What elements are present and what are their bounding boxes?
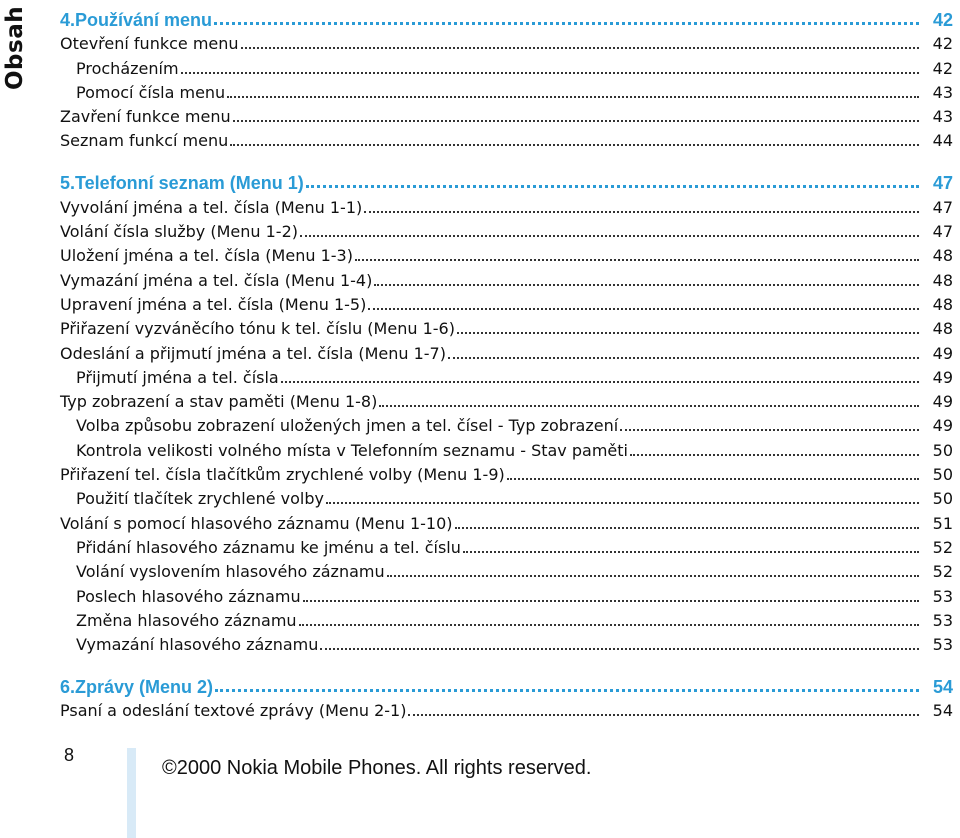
toc-entry-label: Seznam funkcí menu — [60, 131, 229, 151]
side-tab — [0, 0, 34, 838]
toc-entry-label: Poslech hlasového záznamu — [76, 586, 301, 606]
toc-dot-leader — [408, 714, 919, 716]
toc-page-number: 54 — [932, 677, 953, 698]
toc-entry[interactable] — [60, 103, 953, 127]
toc-chapter[interactable] — [60, 4, 953, 30]
toc-chapter-gap — [60, 655, 953, 671]
toc-entry[interactable] — [60, 697, 953, 721]
toc-dot-leader — [355, 259, 919, 261]
toc-subentry[interactable] — [60, 534, 953, 558]
toc-page-number: 52 — [932, 537, 953, 557]
toc-entry[interactable] — [60, 339, 953, 363]
toc-page-number: 49 — [932, 416, 953, 436]
toc-dot-leader — [374, 284, 919, 286]
toc-subentry[interactable] — [60, 558, 953, 582]
toc-entry-label: Vyvolání jména a tel. čísla (Menu 1-1) — [60, 197, 363, 217]
toc-entry[interactable] — [60, 127, 953, 151]
toc-entry-label: Použití tlačítek zrychlené volby — [76, 489, 324, 509]
toc-subentry[interactable] — [60, 631, 953, 655]
toc-entry[interactable] — [60, 509, 953, 533]
toc-entry-label: Typ zobrazení a stav paměti (Menu 1-8) — [60, 392, 378, 412]
toc-entry[interactable] — [60, 242, 953, 266]
toc-dot-leader — [227, 96, 919, 98]
toc-page-number: 50 — [932, 440, 953, 460]
toc-page-number: 48 — [932, 246, 953, 266]
toc-entry-label: Vymazání jména a tel. čísla (Menu 1-4) — [60, 270, 373, 290]
toc-entry-label: Volání čísla služby (Menu 1-2) — [60, 222, 298, 242]
toc-chapter[interactable] — [60, 671, 953, 697]
toc-dot-leader — [233, 120, 919, 122]
toc-page-number: 47 — [932, 173, 953, 194]
toc-page-number: 47 — [932, 197, 953, 217]
toc-entry-label: Zavření funkce menu — [60, 107, 231, 127]
toc-entry[interactable] — [60, 315, 953, 339]
toc-subentry[interactable] — [60, 79, 953, 103]
toc-entry[interactable] — [60, 30, 953, 54]
toc-page-number: 49 — [932, 343, 953, 363]
toc-page-number: 50 — [932, 465, 953, 485]
toc-dot-leader — [620, 429, 919, 431]
side-tab-label: Obsah — [2, 6, 28, 91]
toc-entry-label: Přijmutí jména a tel. čísla — [76, 367, 279, 387]
toc-subentry[interactable] — [60, 485, 953, 509]
toc-entry[interactable] — [60, 266, 953, 290]
toc-page-number: 52 — [932, 562, 953, 582]
footer-accent-bar — [127, 748, 136, 838]
toc-entry[interactable] — [60, 291, 953, 315]
footer-page-number: 8 — [64, 745, 75, 765]
toc-page-number: 49 — [932, 367, 953, 387]
toc-entry-label: Přiřazení tel. čísla tlačítkům zrychlené volby (Menu 1-9) — [60, 465, 505, 485]
toc-dot-leader — [320, 648, 919, 650]
toc-dot-leader — [215, 689, 919, 692]
toc-subentry[interactable] — [60, 364, 953, 388]
table-of-contents — [60, 4, 953, 721]
toc-dot-leader — [230, 144, 919, 146]
toc-entry-label: Pomocí čísla menu — [76, 82, 226, 102]
toc-page-number: 48 — [932, 319, 953, 339]
toc-page-number: 44 — [932, 131, 953, 151]
toc-subentry[interactable] — [60, 412, 953, 436]
toc-page-number: 53 — [932, 586, 953, 606]
toc-page-number: 42 — [932, 10, 953, 30]
toc-dot-leader — [281, 381, 919, 383]
toc-dot-leader — [387, 575, 919, 577]
toc-subentry[interactable] — [60, 582, 953, 606]
toc-page-number: 47 — [932, 222, 953, 242]
toc-dot-leader — [448, 357, 919, 359]
toc-entry[interactable] — [60, 461, 953, 485]
toc-entry-label: 6.Zprávy (Menu 2) — [60, 677, 214, 698]
footer-copyright: ©2000 Nokia Mobile Phones. All rights reserved. — [162, 757, 592, 779]
toc-entry-label: Vymazání hlasového záznamu — [76, 635, 319, 655]
toc-dot-leader — [306, 185, 919, 188]
toc-dot-leader — [241, 47, 919, 49]
toc-entry-label: Přiřazení vyzváněcího tónu k tel. číslu (Menu 1-6) — [60, 319, 455, 339]
toc-entry-label: Volba způsobu zobrazení uložených jmen a tel. čísel - Typ zobrazení — [76, 416, 619, 436]
toc-entry-label: Kontrola velikosti volného místa v Telefonním seznamu - Stav paměti — [76, 440, 628, 460]
toc-page-number: 49 — [932, 392, 953, 412]
toc-dot-leader — [299, 624, 919, 626]
toc-entry-label: Upravení jména a tel. čísla (Menu 1-5) — [60, 294, 367, 314]
toc-page-number: 53 — [932, 635, 953, 655]
toc-dot-leader — [507, 478, 919, 480]
toc-dot-leader — [368, 308, 919, 310]
toc-entry-label: 5.Telefonní seznam (Menu 1) — [60, 173, 304, 194]
toc-entry[interactable] — [60, 388, 953, 412]
toc-subentry[interactable] — [60, 607, 953, 631]
toc-entry-label: Procházením — [76, 58, 179, 78]
toc-entry-label: Změna hlasového záznamu — [76, 610, 297, 630]
toc-page-number: 54 — [932, 701, 953, 721]
toc-dot-leader — [463, 551, 919, 553]
toc-page-number: 51 — [932, 513, 953, 533]
toc-subentry[interactable] — [60, 54, 953, 78]
toc-chapter[interactable] — [60, 167, 953, 193]
toc-entry[interactable] — [60, 193, 953, 217]
toc-page-number: 48 — [932, 270, 953, 290]
toc-entry-label: Uložení jména a tel. čísla (Menu 1-3) — [60, 246, 353, 266]
toc-dot-leader — [379, 405, 919, 407]
toc-page-number: 48 — [932, 294, 953, 314]
toc-dot-leader — [300, 235, 919, 237]
toc-dot-leader — [303, 600, 919, 602]
toc-entry-label: Volání s pomocí hlasového záznamu (Menu 1-10) — [60, 513, 453, 533]
toc-entry-label: Volání vyslovením hlasového záznamu — [76, 562, 385, 582]
toc-page-number: 50 — [932, 489, 953, 509]
toc-entry-label: Psaní a odeslání textové zprávy (Menu 2-1) — [60, 701, 407, 721]
toc-dot-leader — [326, 502, 919, 504]
toc-entry[interactable] — [60, 218, 953, 242]
toc-dot-leader — [181, 72, 919, 74]
toc-page-number: 42 — [932, 58, 953, 78]
toc-page-number: 42 — [932, 34, 953, 54]
toc-dot-leader — [214, 22, 919, 25]
toc-dot-leader — [364, 211, 919, 213]
toc-dot-leader — [630, 454, 919, 456]
toc-dot-leader — [455, 527, 920, 529]
toc-page-number: 43 — [932, 82, 953, 102]
toc-entry-label: Přidání hlasového záznamu ke jménu a tel. číslu — [76, 537, 461, 557]
toc-subentry[interactable] — [60, 436, 953, 460]
toc-entry-label: Odeslání a přijmutí jména a tel. čísla (Menu 1-7) — [60, 343, 446, 363]
toc-page-number: 43 — [932, 107, 953, 127]
toc-page-number: 53 — [932, 610, 953, 630]
toc-dot-leader — [457, 332, 919, 334]
toc-entry-label: 4.Používání menu — [60, 10, 213, 30]
toc-chapter-gap — [60, 151, 953, 167]
toc-entry-label: Otevření funkce menu — [60, 34, 239, 54]
